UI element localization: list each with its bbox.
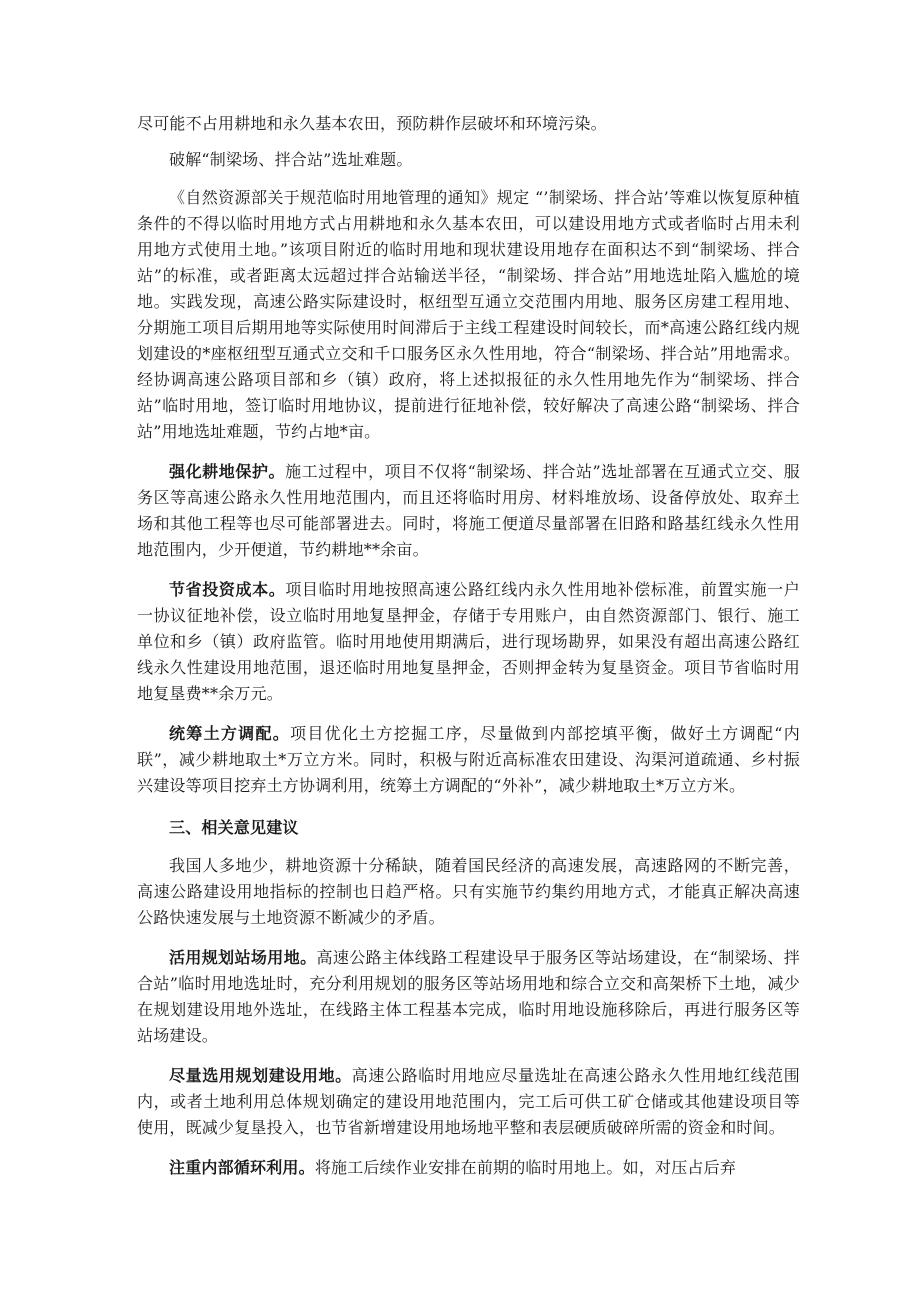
paragraph-lead-station: 活用规划站场用地。 [169,948,317,967]
paragraph-body-farmland: 施工过程中，项目不仅将“制梁场、拌合站”选址部署在互通式立交、服务区等高速公路永久性用地范围内，而且还将临时用房、材料堆放场、设备停放处、取弃土场和其他工程等也尽可能部署进去。同时，将施工便道尽量部署在旧路和路基红线永久性用地范围内，少开便道，节约耕地**余亩。 [137,462,800,559]
paragraph-lead-recycling: 注重内部循环利用。 [169,1158,315,1177]
paragraph-continuation: 尽可能不占用耕地和永久基本农田，预防耕作层破坏和环境污染。 [137,114,607,133]
paragraph-station-land [137,945,800,1049]
paragraph-lead-planned: 尽量选用规划建设用地。 [169,1066,352,1085]
paragraph-earthwork [137,721,800,799]
paragraph-body-cost: 项目临时用地按照高速公路红线内永久性用地补偿标准，前置实施一户一协议征地补偿，设立临时用地复垦押金，存储于专用账户，由自然资源部门、银行、施工单位和乡（镇）政府监管。临时用地使用期满后，进行现场勘界，如果没有超出高速公路红线永久性建设用地范围，退还临时用地复垦押金，否则押金转为复垦资金。项目节省临时用地复垦费**余万元。 [137,580,800,703]
paragraph-farmland-protection [137,459,800,563]
paragraph-body-planned: 高速公路临时用地应尽量选址在高速公路永久性用地红线范围内，或者土地利用总体规划确定的建设用地范围内，完工后可供工矿仓储或其他建设项目等使用，既减少复垦投入，也节省新增建设用地场地平整和表层硬质破碎所需的资金和时间。 [137,1066,800,1137]
paragraph-body-recycling: 将施工后续作业安排在前期的临时用地上。如，对压占后弃 [314,1158,737,1177]
paragraph-lead-cost: 节省投资成本。 [169,580,286,599]
paragraph-background: 我国人多地少，耕地资源十分稀缺，随着国民经济的高速发展，高速路网的不断完善，高速公路建设用地指标的控制也日趋严格。只有实施节约集约用地方式，才能真正解决高速公路快速发展与土地资源不断减少的矛盾。 [137,856,800,927]
paragraph-lead-earthwork: 统筹土方调配。 [169,724,291,743]
paragraph-body-station: 高速公路主体线路工程建设早于服务区等站场建设，在“制梁场、拌合站”临时用地选址时，充分利用规划的服务区等站场用地和综合立交和高架桥下土地，减少在规划建设用地外选址，在线路主体工程基本完成，临时用地设施移除后，再进行服务区等站场建设。 [137,948,800,1045]
paragraph-body-earthwork: 项目优化土方挖掘工序，尽量做到内部挖填平衡，做好土方调配“内联”，减少耕地取土*万立方米。同时，积极与附近高标准农田建设、沟渠河道疏通、乡村振兴建设等项目挖弃土方协调利用，统筹土方调配的“外补”，减少耕地取土*万立方米。 [137,724,800,795]
paragraph-internal-recycling [137,1155,800,1181]
paragraph-cost-saving [137,577,800,707]
paragraph-regulation: 《自然资源部关于规范临时用地管理的通知》规定 “’制梁场、拌合站’等难以恢复原种植条件的不得以临时用地方式占用耕地和永久基本农田，可以建设用地方式或者临时占用未利用地方式使用土地。”该项目附近的临时用地和现状建设用地存在面积达不到“制梁场、拌合站”的标准，或者距离太远超过拌合站输送半径，“制梁场、拌合站”用地选址陷入尴尬的境地。实践发现，高速公路实际建设时，枢纽型互通立交范围内用地、服务区房建工程用地、分期施工项目后期用地等实际使用时间滞后于主线工程建设时间较长，而*高速公路红线内规划建设的*座枢纽型互通式立交和千口服务区永久性用地，符合“制梁场、拌合站”用地需求。经协调高速公路项目部和乡（镇）政府，将上述拟报征的永久性用地先作为“制梁场、拌合站”临时用地，签订临时用地协议，提前进行征地补偿，较好解决了高速公路“制梁场、拌合站”用地选址难题，节约占地*亩。 [137,188,800,441]
paragraph-lead-farmland: 强化耕地保护。 [169,462,286,481]
paragraph-siting-problem: 破解“制梁场、拌合站”选址难题。 [169,150,413,169]
paragraph-planned-land [137,1063,800,1141]
section-heading: 三、相关意见建议 [169,818,299,837]
